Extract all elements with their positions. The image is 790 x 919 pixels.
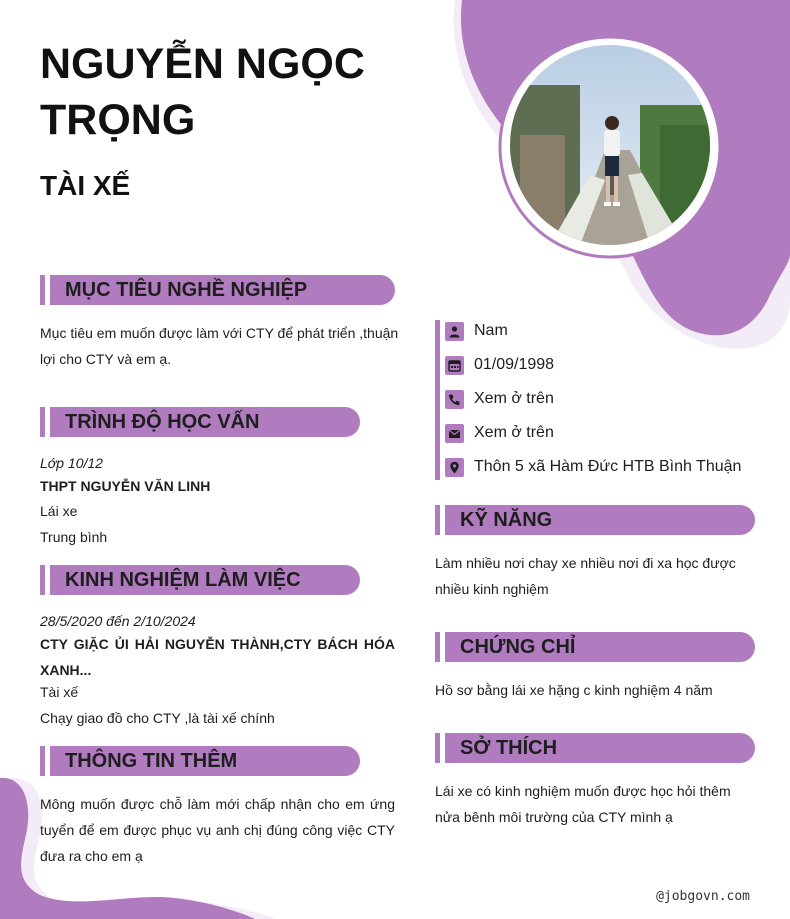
location-pin-icon [445, 458, 464, 477]
candidate-name-line2: TRỌNG [40, 96, 196, 144]
person-icon [445, 322, 464, 341]
info-address-value: Thôn 5 xã Hàm Đức HTB Bình Thuận [474, 458, 742, 475]
section-title-education: TRÌNH ĐỘ HỌC VẤN [50, 407, 360, 437]
info-birthday-value: 01/09/1998 [474, 356, 555, 373]
section-header-certificates [435, 632, 755, 662]
experience-period: 28/5/2020 đến 2/10/2024 [40, 613, 196, 629]
experience-position: Tài xế [40, 684, 79, 700]
education-school: THPT NGUYỄN VĂN LINH [40, 478, 211, 494]
section-header-skills [435, 505, 755, 535]
section-title-certificates: CHỨNG CHỈ [445, 632, 755, 662]
info-address [445, 456, 741, 478]
education-period: Lớp 10/12 [40, 455, 103, 471]
watermark: @jobgovn.com [656, 889, 750, 904]
experience-description: Chạy giao đồ cho CTY ,là tài xế chính [40, 710, 275, 726]
section-title-experience: KINH NGHIỆM LÀM VIỆC [50, 565, 360, 595]
info-birthday [445, 354, 554, 376]
envelope-icon [445, 424, 464, 443]
section-header-objective [40, 275, 395, 305]
section-header-hobbies [435, 733, 755, 763]
profile-photo [510, 45, 710, 245]
info-phone [445, 388, 554, 410]
info-phone-value: Xem ở trên [474, 390, 554, 407]
personal-info-bar [435, 320, 440, 480]
calendar-icon [445, 356, 464, 375]
hobbies-text: Lái xe có kinh nghiệm muốn được học hỏi thêm nửa bênh môi trường của CTY mình ạ [435, 783, 731, 825]
info-email [445, 422, 554, 444]
education-major: Lái xe [40, 503, 78, 519]
info-gender [445, 320, 508, 342]
candidate-name [40, 36, 460, 148]
certificates-text: Hồ sơ bằng lái xe hặng c kinh nghiệm 4 năm [435, 682, 713, 698]
section-title-objective: MỤC TIÊU NGHỀ NGHIỆP [50, 275, 395, 305]
candidate-name-line1: NGUYỄN NGỌC [40, 40, 365, 88]
section-header-additional [40, 746, 360, 776]
info-email-value: Xem ở trên [474, 424, 554, 441]
education-grade: Trung bình [40, 529, 108, 545]
section-title-hobbies: SỞ THÍCH [445, 733, 755, 763]
objective-text: Mục tiêu em muốn được làm với CTY để phát triển ,thuận lợi cho CTY và em ạ. [40, 325, 399, 367]
section-header-experience [40, 565, 360, 595]
job-title: TÀI XẾ [40, 170, 131, 201]
section-title-skills: KỸ NĂNG [445, 505, 755, 535]
skills-text: Làm nhiều nơi chay xe nhiều nơi đi xa học được nhiều kinh nghiệm [435, 555, 736, 597]
section-header-education [40, 407, 360, 437]
experience-company: CTY GIẶC ỦI HẢI NGUYỄN THÀNH,CTY BÁCH HÓA XANH... [40, 636, 395, 678]
section-title-additional: THÔNG TIN THÊM [50, 746, 360, 776]
additional-text: Mông muốn được chỗ làm mới chấp nhận cho em ứng tuyển để em được phục vụ anh chị đúng công việc CTY đưa ra cho em ạ [40, 796, 395, 864]
info-gender-value: Nam [474, 322, 508, 339]
phone-icon [445, 390, 464, 409]
